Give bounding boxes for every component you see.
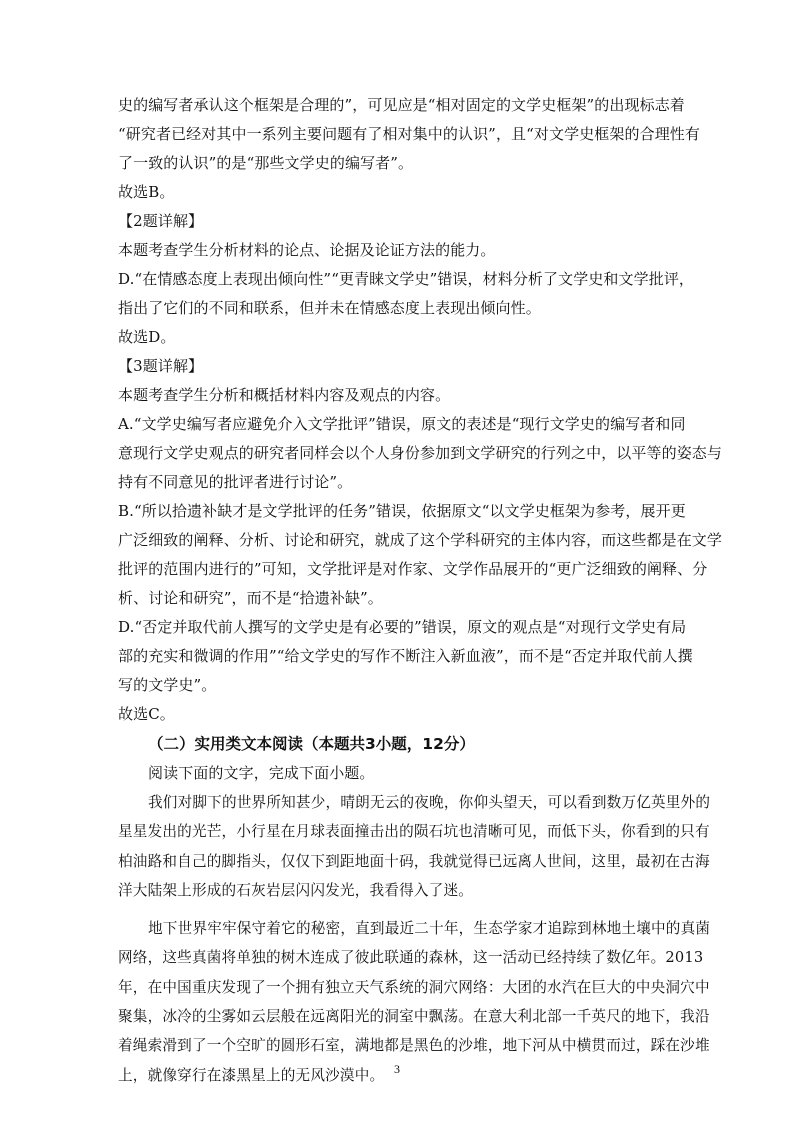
text-line: 本题考查学生分析和概括材料内容及观点的内容。 xyxy=(118,386,451,404)
text-line: 史的编写者承认这个框架是合理的”，可见应是“相对固定的文学史框架”的出现标志着 xyxy=(118,96,685,114)
text-line: D.“否定并取代前人撰写的文学史是有必要的”错误，原文的观点是“对现行文学史有局 xyxy=(118,618,687,636)
passage-line: 年，在中国重庆发现了一个拥有独立天气系统的洞穴网络：大团的水汽在巨大的中央洞穴中 xyxy=(118,978,710,996)
text-line: 析、讨论和研究”，而不是“拾遗补缺”。 xyxy=(118,589,383,607)
passage-line: 网络，这些真菌将单独的树木连成了彼此联通的森林，这一活动已经持续了数亿年。2013 xyxy=(118,949,704,967)
text-line: 本题考查学生分析材料的论点、论据及论证方法的能力。 xyxy=(118,241,496,259)
passage-paragraph-1 xyxy=(118,788,711,905)
passage-line: 聚集，冰冷的尘雾如云层般在远离阳光的洞室中飘荡。在意大利北部一千英尺的地下，我沿 xyxy=(118,1008,710,1026)
passage-line: 上，就像穿行在漆黑星上的无风沙漠中。 xyxy=(118,1066,385,1084)
answer-explanation-block xyxy=(118,91,723,729)
text-line: 写的文学史”。 xyxy=(118,676,217,694)
answer-conclusion: 故选B。 xyxy=(118,183,175,201)
passage-line: 地下世界牢牢保守着它的秘密，直到最近二十年，生态学家才追踪到林地土壤中的真菌 xyxy=(148,920,711,938)
answer-conclusion: 故选D。 xyxy=(118,328,176,346)
text-line: 指出了它们的不同和联系，但并未在情感态度上表现出倾向性。 xyxy=(118,299,541,317)
passage-line: 柏油路和自己的脚指头，仅仅下到距地面十码，我就觉得已远离人世间，这里，最初在古海 xyxy=(118,852,710,870)
question-detail-heading: 【3题详解】 xyxy=(118,357,204,375)
text-line: 持有不同意见的批评者进行讨论”。 xyxy=(118,473,353,491)
text-line: D.“在情感态度上表现出倾向性”“更青睐文学史”错误，材料分析了文学史和文学批评， xyxy=(118,270,695,288)
reading-instruction: 阅读下面的文字，完成下面小题。 xyxy=(148,764,375,782)
question-detail-heading: 【2题详解】 xyxy=(118,212,204,230)
paragraph-spacer xyxy=(118,905,680,914)
text-line: 批评的范围内进行的”可知，文学批评是对作家、文学作品展开的“更广泛细致的阐释、分 xyxy=(118,560,708,578)
text-line: 意现行文学史观点的研究者同样会以个人身份参加到文学研究的行列之中，以平等的姿态与 xyxy=(118,444,723,462)
text-line: 了一致的认识”的是“那些文学史的编写者”。 xyxy=(118,154,414,172)
passage-line: 洋大陆架上形成的石灰岩层闪闪发光，我看得入了迷。 xyxy=(118,881,474,899)
answer-conclusion: 故选C。 xyxy=(118,705,175,723)
text-line: A.“文学史编写者应避免介入文学批评”错误，原文的表述是“现行文学史的编写者和同 xyxy=(118,415,686,433)
text-line: B.“所以拾遗补缺才是文学批评的任务”错误，依据原文“以文学史框架为参考，展开更 xyxy=(118,502,686,520)
text-line: 部的充实和微调的作用”“给文学史的写作不断注入新血液”，而不是“否定并取代前人撰 xyxy=(118,647,693,665)
section-heading: （二）实用类文本阅读（本题共3小题，12分） xyxy=(148,735,475,753)
text-line: “研究者已经对其中一系列主要问题有了相对集中的认识”，且“对文学史框架的合理性有 xyxy=(118,125,701,143)
passage-line: 我们对脚下的世界所知甚少，晴朗无云的夜晚，你仰头望天，可以看到数万亿英里外的 xyxy=(148,794,711,811)
passage-line: 着绳索滑到了一个空旷的圆形石室，满地都是黑色的沙堆，地下河从中横贯而过，踩在沙堆 xyxy=(118,1037,710,1055)
page-number: 3 xyxy=(394,1062,400,1076)
page-content xyxy=(118,91,723,1090)
passage-line: 星星发出的光芒，小行星在月球表面撞击出的陨石坑也清晰可见，而低下头，你看到的只有 xyxy=(118,823,710,841)
text-line: 广泛细致的阐释、分析、讨论和研究，就成了这个学科研究的主体内容，而这些都是在文学 xyxy=(118,531,723,549)
